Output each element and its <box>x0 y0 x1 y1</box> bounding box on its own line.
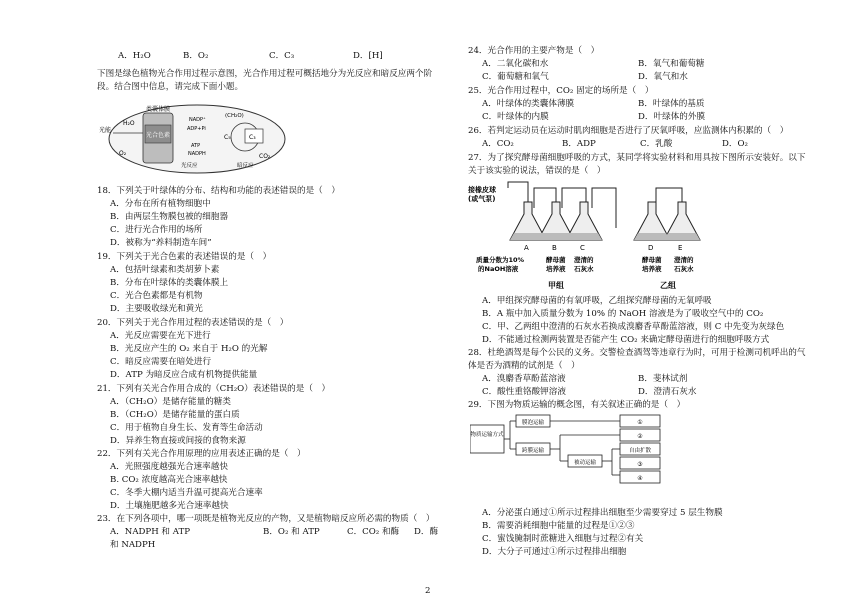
q20-option-d: D．ATP 为暗反应合成有机物提供能量 <box>110 370 258 380</box>
jia-label-b-1: 酵母菌 <box>546 256 566 264</box>
group-jia-label: 甲组 <box>548 281 564 290</box>
q27-option-a: A．甲组探究酵母菌的有氧呼吸，乙组探究酵母菌的无氧呼吸 <box>482 296 712 306</box>
q26-option-d: D．O₂ <box>722 139 748 149</box>
q19-option-a: A．包括叶绿素和类胡萝卜素 <box>110 265 220 275</box>
q29-option-b: B．需要消耗细胞中能量的过程是①②③ <box>482 521 635 531</box>
q28-option-c: C．酸性重铬酸钾溶液 <box>482 387 566 397</box>
q27-option-c: C．甲、乙两组中澄清的石灰水若换成溴麝香草酚蓝溶液，则 C 中先变为灰绿色 <box>482 322 785 332</box>
q28-option-d: D．澄清石灰水 <box>638 387 697 397</box>
q22-option-b: B. CO₂ 浓度越高光合速率越快 <box>110 475 228 485</box>
q27-option-b: B．A 瓶中加入质量分数为 10% 的 NaOH 溶液是为了吸收空气中的 CO₂ <box>482 309 764 319</box>
q29-option-d: D．大分子可通过①所示过程排出细胞 <box>482 547 627 557</box>
q24-option-d: D．氧气和水 <box>638 72 688 82</box>
diagram-nadp-label: NADP⁺ <box>189 117 206 123</box>
q22-option-c: C．冬季大棚内适当升温可提高光合速率 <box>110 488 263 498</box>
q18-option-c: C．进行光合作用的场所 <box>110 225 203 235</box>
concept-circle-4: ④ <box>637 475 643 482</box>
q28-option-b: B．斐林试剂 <box>638 374 688 384</box>
diagram-light-reaction-label: 光反应 <box>181 163 198 169</box>
diagram-o2-label: O₂ <box>119 150 127 157</box>
jia-label-b-2: 培养液 <box>546 265 566 273</box>
yi-label-d-2: 培养液 <box>642 265 662 273</box>
q26-option-c: C．乳酸 <box>640 139 673 149</box>
jia-label-c-2: 石灰水 <box>574 265 594 273</box>
page-number: 2 <box>425 586 431 596</box>
yi-label-d-1: 酵母菌 <box>642 256 662 264</box>
q21-option-c: C．用于植物自身生长、发育等生命活动 <box>110 423 263 433</box>
q25-option-d: D．叶绿体的外膜 <box>638 112 706 122</box>
q23-option-a: A．NADPH 和 ATP <box>110 527 190 537</box>
flask-a-label: A <box>524 244 529 252</box>
diagram-c3-label: C₃ <box>249 134 256 141</box>
q28-option-a: A．溴麝香草酚蓝溶液 <box>482 374 566 384</box>
q20-option-a: A．光反应需要在光下进行 <box>110 331 211 341</box>
q23-option-c: C．CO₂ 和酶 <box>347 527 400 537</box>
yi-label-e-2: 石灰水 <box>674 265 694 273</box>
prev-option-c: C．C₃ <box>269 51 295 61</box>
q29-option-a: A．分泌蛋白通过①所示过程排出细胞至少需要穿过 5 层生物膜 <box>482 508 723 518</box>
q28-stem-1: 28．杜绝酒驾是每个公民的义务。交警检查酒驾等违章行为时，可用于检测司机呼出的气 <box>468 348 806 358</box>
jia-label-c-1: 澄清的 <box>574 256 594 264</box>
q25-stem: 25．光合作用过程中，CO₂ 固定的场所是（ ） <box>468 86 654 96</box>
q29-option-c: C．蜜饯腌制时蔗糖进入细胞与过程②有关 <box>482 534 644 544</box>
concept-cross-membrane: 跨膜运输 <box>521 448 545 454</box>
flask-b-label: B <box>552 244 557 252</box>
diagram-atp-label: ATP <box>191 143 201 149</box>
q21-option-a: A．（CH₂O）是储存能量的糖类 <box>110 397 231 407</box>
intro-line-1: 下图是绿色植物光合作用过程示意图，光合作用过程可概括地分为光反应和暗反应两个阶 <box>97 69 433 79</box>
q23-option-b: B．O₂ 和 ATP <box>263 527 320 537</box>
diagram-dark-reaction-label: 暗反应 <box>237 163 254 169</box>
pump-label-2: (或气泵) <box>468 195 496 203</box>
q25-option-b: B．叶绿体的基质 <box>638 99 705 109</box>
q26-option-a: A．CO₂ <box>482 139 514 149</box>
q19-option-c: C．光合色素都是有机物 <box>110 291 203 301</box>
q19-option-b: B．分布在叶绿体的类囊体膜上 <box>110 278 229 288</box>
q21-stem: 21．下列有关光合作用合成的（CH₂O）表述错误的是（ ） <box>97 384 331 394</box>
q27-option-d: D．不能通过检测两装置是否能产生 CO₂ 来确定酵母菌进行的细胞呼吸方式 <box>482 335 770 345</box>
q20-option-b: B．光反应产生的 O₂ 来自于 H₂O 的光解 <box>110 344 268 354</box>
q25-option-a: A．叶绿体的类囊体薄膜 <box>482 99 575 109</box>
flask-e-label: E <box>678 244 683 252</box>
q18-stem: 18．下列关于叶绿体的分布、结构和功能的表述错误的是（ ） <box>97 186 340 196</box>
concept-passive: 被动运输 <box>573 460 597 466</box>
q27-stem-1: 27．为了探究酵母菌细胞呼吸的方式，某同学将实验材料和用具按下图所示安装好。以下 <box>468 153 806 163</box>
q24-option-a: A．二氧化碳和水 <box>482 59 549 69</box>
q23-stem: 23．在下列各项中，哪一项既是植物光反应的产物，又是植物暗反应所必需的物质（ ） <box>97 514 435 524</box>
q26-option-b: B．ADP <box>562 139 596 149</box>
diagram-thylakoid-label: 类囊体膜 <box>145 106 171 113</box>
yi-label-e-1: 澄清的 <box>674 256 694 264</box>
q23-option-d-tail: 和 NADPH <box>110 540 156 550</box>
q18-option-a: A．分布在所有植物细胞中 <box>110 199 211 209</box>
q24-option-c: C．葡萄糖和氧气 <box>482 72 549 82</box>
q20-option-c: C．暗反应需要在暗处进行 <box>110 357 212 367</box>
q23-option-d: D．酶 <box>414 527 439 537</box>
diagram-ch2o-label: (CH₂O) <box>225 113 244 119</box>
concept-membrane-transport: 膜泡运输 <box>521 420 545 426</box>
concept-free-diffusion: 自由扩散 <box>628 448 652 454</box>
q19-stem: 19．下列关于光合色素的表述错误的是（ ） <box>97 252 272 262</box>
group-yi-label: 乙组 <box>660 281 676 290</box>
flask-d-label: D <box>648 244 654 252</box>
q22-stem: 22．下列有关光合作用原理的应用表述正确的是（ ） <box>97 449 306 459</box>
q20-stem: 20．下列关于光合作用过程的表述错误的是（ ） <box>97 318 289 328</box>
diagram-pigment-label: 光合色素 <box>145 132 171 139</box>
q25-option-c: C．叶绿体的内膜 <box>482 112 549 122</box>
q19-option-d: D．主要吸收绿光和黄光 <box>110 304 203 314</box>
prev-option-b: B．O₂ <box>183 51 209 61</box>
jia-label-a-2: 的NaOH溶液 <box>478 265 519 273</box>
concept-circle-2: ② <box>637 433 643 440</box>
jia-label-a-1: 质量分数为10% <box>476 256 525 264</box>
q18-option-b: B．由两层生物膜包被的细胞器 <box>110 212 229 222</box>
diagram-light-label: 光能 <box>99 127 112 134</box>
concept-circle-1: ① <box>637 419 643 426</box>
pump-label-1: 接橡皮球 <box>468 186 496 194</box>
concept-circle-3: ③ <box>637 461 643 468</box>
q29-stem: 29．下图为物质运输的概念图，有关叙述正确的是（ ） <box>468 400 686 410</box>
q21-option-d: D．异养生物直接或间接的食物来源 <box>110 436 246 446</box>
flask-c-label: C <box>580 244 585 252</box>
yeast-respiration-apparatus <box>468 178 738 306</box>
q21-option-b: B．（CH₂O）是储存能量的蛋白质 <box>110 410 240 420</box>
intro-line-2: 段。结合图中信息，请完成下面小题。 <box>97 82 244 92</box>
q28-stem-2: 体是否为酒精的试剂是（ ） <box>468 361 580 371</box>
q27-stem-2: 关于该实验的说法，错误的是（ ） <box>468 166 606 176</box>
q24-option-b: B．氧气和葡萄糖 <box>638 59 705 69</box>
q18-option-d: D．被称为“养料制造车间” <box>110 238 212 248</box>
concept-root: 物质运输方式 <box>470 432 504 438</box>
q22-option-a: A．光照强度越强光合速率越快 <box>110 462 228 472</box>
photosynthesis-diagram <box>97 103 287 175</box>
diagram-nadph-label: NADPH <box>188 151 206 157</box>
transport-concept-map <box>470 413 680 493</box>
diagram-co2-label: CO₂ <box>259 153 271 160</box>
q22-option-d: D．土壤施肥越多光合速率越快 <box>110 501 229 511</box>
prev-option-d: D．[H] <box>353 51 383 61</box>
diagram-adp-label: ADP+Pi <box>187 126 206 132</box>
diagram-c5-label: C₅ <box>224 134 231 141</box>
q26-stem: 26．若判定运动员在运动时肌肉细胞是否进行了厌氧呼吸，应监测体内积累的（ ） <box>468 126 789 136</box>
prev-option-a: A．H₂O <box>118 51 151 61</box>
diagram-h2o-label: H₂O <box>123 120 135 127</box>
q24-stem: 24．光合作用的主要产物是（ ） <box>468 46 600 56</box>
